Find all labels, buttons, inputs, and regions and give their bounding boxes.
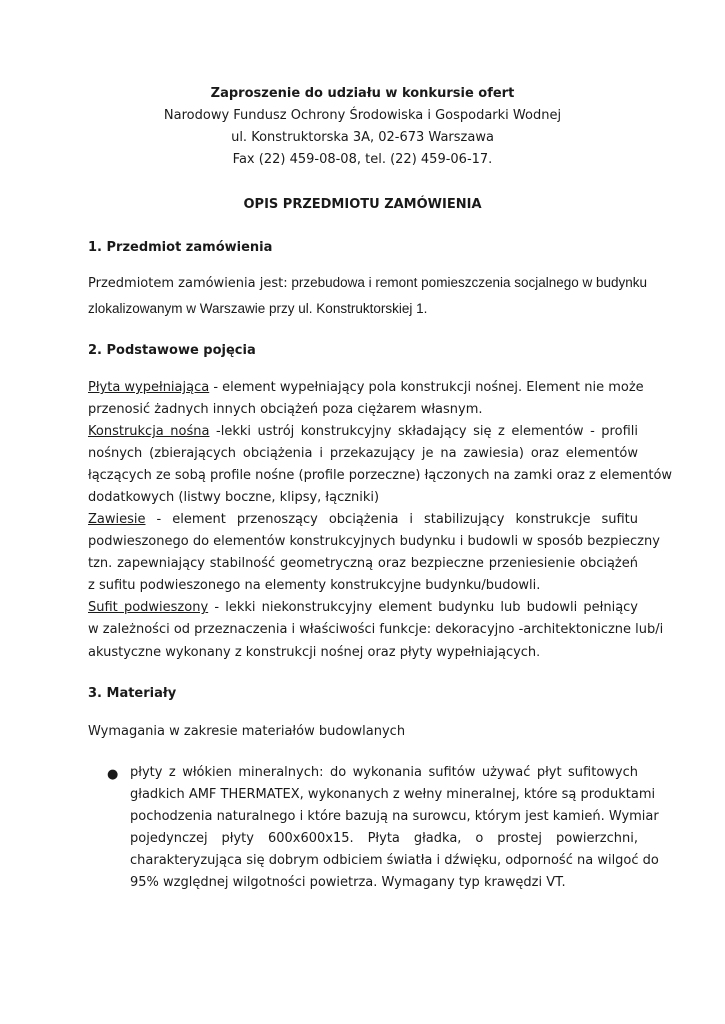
definition-line: tzn. zapewniający stabilność geometryczną oraz bezpieczne przeniesienie obciążeń — [88, 556, 638, 571]
definition-line: w zależności od przeznaczenia i właściwości funkcje: dekoracyjno -architektoniczne lub/i — [88, 622, 664, 637]
term-konstrukcja-nosna: Konstrukcja nośna — [88, 424, 210, 439]
term-plyta-wypelniajaca: Płyta wypełniająca — [88, 380, 210, 395]
section-2-heading: 2. Podstawowe pojęcia — [88, 343, 256, 358]
definition-line — [88, 510, 638, 530]
organization-contact: Fax (22) 459-08-08, tel. (22) 459-06-17. — [232, 152, 493, 167]
definition-line: podwieszonego do elementów konstrukcyjnych budynku i budowli w sposób bezpieczny — [88, 534, 660, 549]
bullet-text-line: 95% względnej wilgotności powietrza. Wymagany typ krawędzi VT. — [130, 875, 566, 890]
term-sufit-podwieszony: Sufit podwieszony — [88, 600, 209, 615]
section-1-text-part: przebudowa i remont pomieszczenia socjalnego w budynku — [287, 275, 648, 290]
section-3-heading: 3. Materiały — [88, 686, 177, 701]
definition-text-end: . — [536, 644, 540, 659]
definition-text: - lekki niekonstrukcyjny element budynku lub budowli pełniący — [208, 600, 638, 615]
bullet-text-line: płyty z włókien mineralnych: do wykonania sufitów używać płyt sufitowych — [130, 765, 638, 780]
definition-line: dodatkowych (listwy boczne, klipsy, łączniki) — [88, 490, 380, 505]
term-zawiesie: Zawiesie — [88, 512, 146, 527]
definition-line: łączących ze sobą profile nośne (profile porzeczne) łączonych na zamki oraz z elementów — [88, 468, 673, 483]
definition-line: przenosić żadnych innych obciążeń poza ciężarem własnym. — [88, 402, 483, 417]
definition-line — [88, 422, 638, 442]
section-1-paragraph-line — [88, 273, 648, 294]
definition-text: -lekki ustrój konstrukcyjny składający się z elementów - profili — [209, 424, 638, 439]
definition-line — [88, 642, 638, 663]
definition-line: nośnych (zbierających obciążenia i przekazujący je na zawiesia) oraz elementów — [88, 446, 638, 461]
section-3-intro: Wymagania w zakresie materiałów budowlanych — [88, 724, 406, 739]
document-title: OPIS PRZEDMIOTU ZAMÓWIENIA — [243, 197, 482, 212]
bullet-text-line: pojedynczej płyty 600x600x15. Płyta gładka, o prostej powierzchni, — [130, 831, 638, 846]
definition-line: z sufitu podwieszonego na elementy konstrukcyjne budynku/budowli. — [88, 578, 541, 593]
bullet-text-line: charakteryzująca się dobrym odbiciem światła i dźwięku, odporność na wilgoć do — [130, 853, 659, 868]
section-1-heading: 1. Przedmiot zamówienia — [88, 240, 273, 255]
invitation-title: Zaproszenie do udziału w konkursie ofert — [210, 86, 515, 101]
definition-line — [88, 598, 638, 618]
organization-name: Narodowy Fundusz Ochrony Środowiska i Gospodarki Wodnej — [163, 108, 562, 123]
section-1-text-part: Przedmiotem zamówienia jest: — [88, 276, 288, 291]
definition-text: - element wypełniający pola konstrukcji nośnej. Element nie może — [209, 380, 644, 395]
bullet-icon: ● — [107, 767, 119, 782]
section-1-paragraph-line: zlokalizowanym w Warszawie przy ul. Konstruktorskiej 1. — [88, 301, 428, 316]
definition-line — [88, 378, 644, 398]
organization-address: ul. Konstruktorska 3A, 02-673 Warszawa — [231, 130, 494, 145]
bullet-text-line: gładkich AMF THERMATEX, wykonanych z wełny mineralnej, które są produktami — [130, 787, 656, 802]
definition-text: akustyczne wykonany z konstrukcji nośnej oraz płyty wypełniających — [88, 645, 537, 660]
definition-text: - element przenoszący obciążenia i stabilizujący konstrukcje sufitu — [145, 512, 638, 527]
bullet-text-line: pochodzenia naturalnego i które bazują na surowcu, którym jest kamień. Wymiar — [130, 809, 659, 824]
